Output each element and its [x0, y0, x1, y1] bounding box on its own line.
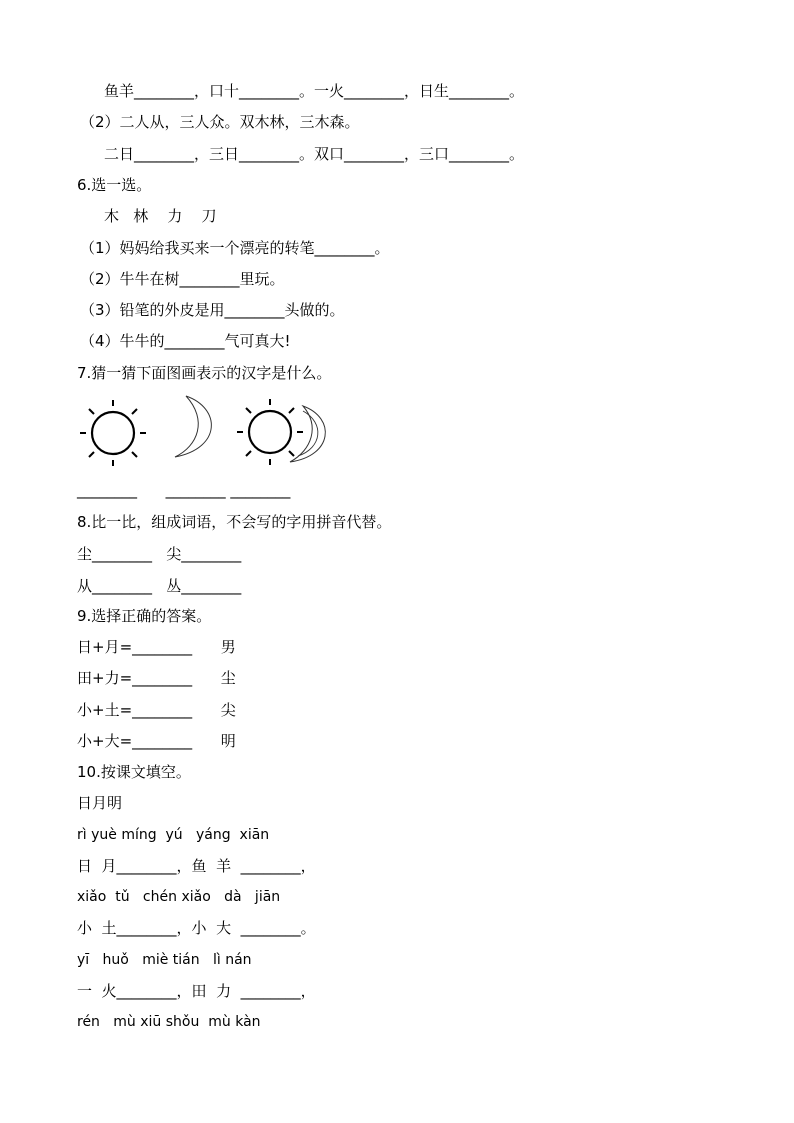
sun-icon	[80, 400, 146, 466]
question-9-heading: 9.选择正确的答案。	[77, 607, 212, 625]
pinyin-line-1: rì yuè míng yú yáng xiān	[77, 827, 270, 843]
text-line-3: 一 火________，田 力 ________，	[77, 982, 316, 1000]
question-9-row-2: 田+力=________ 尘	[77, 669, 236, 687]
pinyin-line-3: yī huǒ miè tián lì nán	[77, 952, 252, 968]
question-6-2: （2）牛牛在树________里玩。	[80, 270, 285, 288]
pinyin-line-4: rén mù xiū shǒu mù kàn	[77, 1014, 261, 1030]
question-9-row-1: 日+月=________ 男	[77, 638, 236, 656]
question-6-3: （3）铅笔的外皮是用________头做的。	[80, 301, 345, 319]
question-10-heading: 10.按课文填空。	[77, 763, 191, 781]
question-6-4: （4）牛牛的________气可真大!	[80, 332, 291, 350]
text-line-1: 日 月________，鱼 羊 ________，	[77, 857, 316, 875]
question-6-options: 木 林 力 刀	[104, 207, 217, 225]
sun-and-moon-icon	[237, 399, 325, 465]
question-8-row-1: 尘________ 尖________	[77, 545, 242, 563]
question-9-row-4: 小+大=________ 明	[77, 732, 236, 750]
fill-line-yu-yang: 鱼羊________，口十________。一火________，日生________。	[104, 82, 525, 100]
question-8-row-2: 从________ 丛________	[77, 577, 242, 595]
text-title: 日月明	[77, 794, 123, 812]
fill-line-er-ri: 二日________，三日________。双口________，三口________。	[104, 145, 525, 163]
pinyin-line-2: xiǎo tǔ chén xiǎo dà jiān	[77, 889, 281, 905]
question-6-heading: 6.选一选。	[77, 176, 152, 194]
crescent-moon-icon	[175, 396, 211, 457]
question-8-heading: 8.比一比，组成词语，不会写的字用拼音代替。	[77, 513, 392, 531]
question-9-row-3: 小+土=________ 尖	[77, 701, 236, 719]
text-line-2: 小 土________，小 大 ________。	[77, 919, 316, 937]
question-6-1: （1）妈妈给我买来一个漂亮的转笔________。	[80, 239, 390, 257]
question-7-answer-blanks: ________ ________ ________	[77, 481, 291, 499]
question-5-2-example: （2）二人从，三人众。双木林，三木森。	[80, 113, 360, 131]
question-7-heading: 7.猜一猜下面图画表示的汉字是什么。	[77, 364, 332, 382]
